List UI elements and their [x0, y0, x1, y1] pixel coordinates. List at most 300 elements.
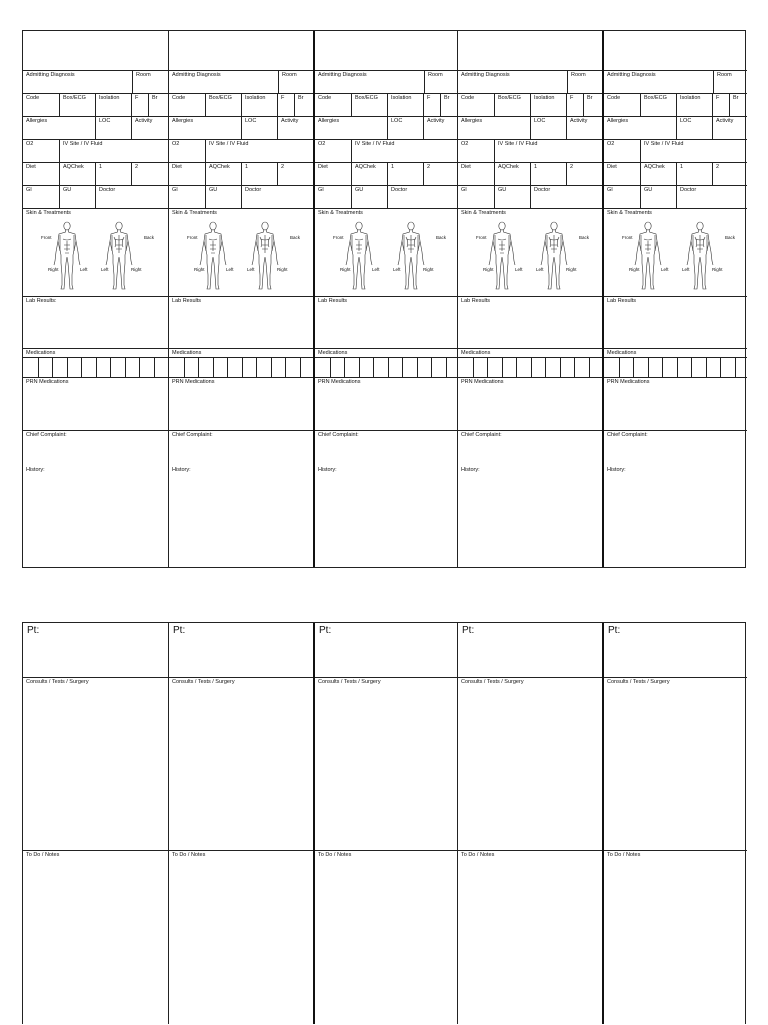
field-label: GI — [461, 187, 467, 193]
lab-results-row — [169, 296, 313, 348]
patient-name-label: Pt: — [27, 625, 40, 636]
med-time-box — [691, 358, 692, 377]
o2-row — [458, 139, 602, 162]
prn-row — [23, 377, 168, 430]
field-label: GI — [318, 187, 324, 193]
field-label: 1 — [387, 163, 423, 185]
field-label: Skin & Treatments — [172, 210, 217, 216]
med-time-box — [184, 358, 185, 377]
field-label: 2 — [712, 163, 749, 185]
field-label: Consults / Tests / Surgery — [26, 679, 89, 685]
patient-name-label: Pt: — [608, 625, 621, 636]
field-label: Chief Complaint: — [607, 432, 648, 438]
medication-times-row — [604, 357, 747, 377]
body-diagram — [169, 219, 313, 293]
field-label: GI — [172, 187, 178, 193]
body-label: Right — [277, 267, 288, 272]
med-time-box — [648, 358, 649, 377]
history-row — [169, 466, 313, 569]
med-time-box — [417, 358, 418, 377]
med-time-box — [67, 358, 68, 377]
field-label: LOC — [530, 117, 566, 139]
allergies-row — [315, 116, 458, 139]
field-label: Isolation — [387, 94, 423, 116]
field-label: Br — [440, 94, 460, 116]
field-label: To Do / Notes — [26, 852, 60, 858]
field-label: O2 — [318, 141, 326, 147]
medication-times-row — [458, 357, 602, 377]
field-label: Box/ECG — [351, 94, 387, 116]
field-label: PRN Medications — [172, 379, 215, 385]
body-label: Left — [80, 267, 88, 272]
todo-row — [604, 850, 747, 1025]
admitting-row — [604, 70, 747, 93]
body-label: Left — [101, 267, 109, 272]
med-time-box — [125, 358, 126, 377]
med-time-box — [213, 358, 214, 377]
field-label: IV Site / IV Fluid — [640, 140, 749, 162]
field-label: Room — [713, 71, 749, 93]
body-label: Front — [622, 235, 633, 240]
patient-column — [23, 623, 168, 1024]
field-label: Activity — [566, 117, 603, 139]
field-label: GU — [640, 186, 676, 208]
med-time-box — [285, 358, 286, 377]
field-label: Medications — [26, 350, 56, 356]
skin-row — [23, 208, 168, 296]
code-row — [23, 93, 168, 116]
field-label: IV Site / IV Fluid — [494, 140, 603, 162]
field-label: 2 — [423, 163, 460, 185]
field-label: LOC — [95, 117, 131, 139]
field-label: Allergies — [172, 118, 194, 124]
field-label: GU — [59, 186, 95, 208]
med-time-box — [662, 358, 663, 377]
medications-row — [604, 348, 747, 357]
body-label: Left — [682, 267, 690, 272]
field-label: 2 — [277, 163, 314, 185]
field-label: 2 — [566, 163, 603, 185]
field-label: Lab Results — [172, 298, 202, 304]
med-time-box — [81, 358, 82, 377]
body-label: Back — [144, 235, 155, 240]
field-label: PRN Medications — [461, 379, 504, 385]
field-label: Box/ECG — [59, 94, 95, 116]
o2-row — [23, 139, 168, 162]
gi-row — [169, 185, 313, 208]
admitting-row — [315, 70, 458, 93]
allergies-row — [604, 116, 747, 139]
med-time-box — [446, 358, 447, 377]
consults-row — [169, 677, 313, 850]
field-label: Activity — [423, 117, 460, 139]
field-label: Activity — [277, 117, 314, 139]
diet-row — [23, 162, 168, 185]
med-time-box — [487, 358, 488, 377]
field-label: PRN Medications — [607, 379, 650, 385]
field-label: 2 — [131, 163, 168, 185]
med-time-box — [431, 358, 432, 377]
field-label: Doctor — [95, 186, 168, 208]
med-time-box — [52, 358, 53, 377]
medications-row — [23, 348, 168, 357]
lab-results-row — [315, 296, 458, 348]
field-label: Doctor — [530, 186, 603, 208]
body-label: Left — [393, 267, 401, 272]
med-time-box — [619, 358, 620, 377]
field-label: Code — [318, 95, 332, 101]
field-label: 1 — [676, 163, 712, 185]
history-row — [458, 466, 602, 569]
field-label: AQChek — [59, 163, 95, 185]
field-label: Skin & Treatments — [607, 210, 652, 216]
field-label: F — [423, 94, 440, 116]
field-label: 1 — [530, 163, 566, 185]
field-label: 1 — [241, 163, 277, 185]
field-label: Diet — [26, 164, 36, 170]
patient-column — [602, 623, 747, 1024]
field-label: Br — [294, 94, 314, 116]
med-time-box — [330, 358, 331, 377]
field-label: Diet — [172, 164, 182, 170]
prn-row — [315, 377, 458, 430]
body-label: Back — [290, 235, 301, 240]
field-label: Consults / Tests / Surgery — [607, 679, 670, 685]
field-label: 1 — [95, 163, 131, 185]
field-label: Admitting Diagnosis — [172, 72, 221, 78]
field-label: Allergies — [26, 118, 48, 124]
field-label: Allergies — [318, 118, 340, 124]
allergies-row — [23, 116, 168, 139]
consults-row — [458, 677, 602, 850]
field-label: LOC — [241, 117, 277, 139]
body-label: Front — [476, 235, 487, 240]
code-row — [169, 93, 313, 116]
med-time-box — [560, 358, 561, 377]
field-label: IV Site / IV Fluid — [351, 140, 460, 162]
field-label: O2 — [461, 141, 469, 147]
field-label: Isolation — [241, 94, 277, 116]
field-label: GI — [607, 187, 613, 193]
body-label: Left — [661, 267, 669, 272]
field-label: Diet — [461, 164, 471, 170]
field-label: F — [712, 94, 729, 116]
med-time-box — [402, 358, 403, 377]
field-label: Consults / Tests / Surgery — [461, 679, 524, 685]
body-label: Back — [725, 235, 736, 240]
field-label: Isolation — [95, 94, 131, 116]
body-label: Left — [536, 267, 544, 272]
chief-complaint-row — [315, 430, 458, 466]
allergies-row — [169, 116, 313, 139]
field-label: Medications — [607, 350, 637, 356]
field-label: O2 — [607, 141, 615, 147]
body-label: Left — [226, 267, 234, 272]
field-label: Lab Results — [318, 298, 348, 304]
medication-times-row — [315, 357, 458, 377]
field-label: PRN Medications — [26, 379, 69, 385]
history-row — [23, 466, 168, 569]
med-time-box — [706, 358, 707, 377]
field-label: GU — [351, 186, 387, 208]
gi-row — [458, 185, 602, 208]
field-label: History: — [607, 467, 626, 473]
patient-column — [168, 31, 313, 567]
gi-row — [315, 185, 458, 208]
skin-row — [458, 208, 602, 296]
field-label: Skin & Treatments — [461, 210, 506, 216]
patient-name-label: Pt: — [462, 625, 475, 636]
med-time-box — [154, 358, 155, 377]
med-time-box — [633, 358, 634, 377]
med-time-box — [96, 358, 97, 377]
field-label: History: — [461, 467, 480, 473]
patient-name-label: Pt: — [319, 625, 332, 636]
field-label: Diet — [607, 164, 617, 170]
med-time-box — [227, 358, 228, 377]
lab-results-row — [604, 296, 747, 348]
body-label: Left — [372, 267, 380, 272]
med-time-box — [359, 358, 360, 377]
med-time-box — [110, 358, 111, 377]
patient-column — [602, 31, 747, 567]
field-label: O2 — [26, 141, 34, 147]
field-label: Skin & Treatments — [318, 210, 363, 216]
history-row — [315, 466, 458, 569]
body-label: Right — [340, 267, 351, 272]
body-label: Left — [247, 267, 255, 272]
field-label: Chief Complaint: — [318, 432, 359, 438]
field-label: LOC — [387, 117, 423, 139]
field-label: Room — [132, 71, 168, 93]
med-time-box — [198, 358, 199, 377]
todo-row — [23, 850, 168, 1025]
field-label: Medications — [318, 350, 348, 356]
skin-row — [604, 208, 747, 296]
med-time-box — [271, 358, 272, 377]
diet-row — [458, 162, 602, 185]
front-sheet — [22, 30, 746, 568]
med-time-box — [388, 358, 389, 377]
body-label: Right — [483, 267, 494, 272]
body-diagram — [604, 219, 747, 293]
field-label: Chief Complaint: — [172, 432, 213, 438]
field-label: Room — [567, 71, 603, 93]
field-label: Box/ECG — [494, 94, 530, 116]
back-sheet — [22, 622, 746, 1024]
medications-row — [315, 348, 458, 357]
body-label: Front — [41, 235, 52, 240]
field-label: PRN Medications — [318, 379, 361, 385]
med-time-box — [473, 358, 474, 377]
med-time-box — [300, 358, 301, 377]
field-label: History: — [172, 467, 191, 473]
prn-row — [604, 377, 747, 430]
field-label: Box/ECG — [205, 94, 241, 116]
med-time-box — [256, 358, 257, 377]
field-label: Admitting Diagnosis — [461, 72, 510, 78]
field-label: IV Site / IV Fluid — [59, 140, 168, 162]
field-label: Lab Results — [607, 298, 637, 304]
med-time-box — [344, 358, 345, 377]
field-label: Allergies — [461, 118, 483, 124]
body-label: Right — [566, 267, 577, 272]
body-label: Left — [515, 267, 523, 272]
skin-row — [315, 208, 458, 296]
field-label: Consults / Tests / Surgery — [318, 679, 381, 685]
chief-complaint-row — [458, 430, 602, 466]
field-label: F — [277, 94, 294, 116]
field-label: To Do / Notes — [172, 852, 206, 858]
history-row — [604, 466, 747, 569]
field-label: AQChek — [351, 163, 387, 185]
field-label: Doctor — [676, 186, 749, 208]
diet-row — [169, 162, 313, 185]
body-label: Right — [712, 267, 723, 272]
med-time-box — [545, 358, 546, 377]
field-label: Br — [148, 94, 168, 116]
body-diagram — [315, 219, 458, 293]
body-label: Right — [194, 267, 205, 272]
med-time-box — [677, 358, 678, 377]
field-label: Room — [278, 71, 314, 93]
field-label: Allergies — [607, 118, 629, 124]
med-time-box — [589, 358, 590, 377]
med-time-box — [735, 358, 736, 377]
field-label: Admitting Diagnosis — [607, 72, 656, 78]
field-label: LOC — [676, 117, 712, 139]
diet-row — [604, 162, 747, 185]
prn-row — [458, 377, 602, 430]
field-label: GU — [205, 186, 241, 208]
gi-row — [604, 185, 747, 208]
field-label: Consults / Tests / Surgery — [172, 679, 235, 685]
patient-column — [168, 623, 313, 1024]
body-label: Right — [423, 267, 434, 272]
med-time-box — [502, 358, 503, 377]
med-time-box — [574, 358, 575, 377]
gi-row — [23, 185, 168, 208]
field-label: Lab Results: — [26, 298, 57, 304]
body-label: Right — [48, 267, 59, 272]
field-label: Isolation — [676, 94, 712, 116]
field-label: To Do / Notes — [318, 852, 352, 858]
med-time-box — [139, 358, 140, 377]
field-label: Lab Results — [461, 298, 491, 304]
field-label: Chief Complaint: — [26, 432, 67, 438]
field-label: O2 — [172, 141, 180, 147]
field-label: To Do / Notes — [607, 852, 641, 858]
field-label: F — [566, 94, 583, 116]
patient-name-label: Pt: — [173, 625, 186, 636]
field-label: Skin & Treatments — [26, 210, 71, 216]
field-label: Code — [172, 95, 186, 101]
diet-row — [315, 162, 458, 185]
field-label: Medications — [172, 350, 202, 356]
field-label: Code — [461, 95, 475, 101]
field-label: IV Site / IV Fluid — [205, 140, 314, 162]
lab-results-row — [458, 296, 602, 348]
todo-row — [458, 850, 602, 1025]
lab-results-row — [23, 296, 168, 348]
patient-column — [23, 31, 168, 567]
patient-column — [457, 31, 602, 567]
medication-times-row — [23, 357, 168, 377]
o2-row — [604, 139, 747, 162]
body-label: Back — [436, 235, 447, 240]
code-row — [458, 93, 602, 116]
med-time-box — [38, 358, 39, 377]
admitting-row — [23, 70, 168, 93]
consults-row — [23, 677, 168, 850]
field-label: F — [131, 94, 148, 116]
field-label: Room — [424, 71, 460, 93]
body-label: Front — [333, 235, 344, 240]
field-label: AQChek — [205, 163, 241, 185]
medications-row — [458, 348, 602, 357]
admitting-row — [169, 70, 313, 93]
patient-column — [457, 623, 602, 1024]
field-label: To Do / Notes — [461, 852, 495, 858]
med-time-box — [242, 358, 243, 377]
medications-row — [169, 348, 313, 357]
consults-row — [315, 677, 458, 850]
body-diagram — [458, 219, 602, 293]
med-time-box — [516, 358, 517, 377]
body-label: Front — [187, 235, 198, 240]
o2-row — [169, 139, 313, 162]
field-label: AQChek — [640, 163, 676, 185]
field-label: Box/ECG — [640, 94, 676, 116]
field-label: GU — [494, 186, 530, 208]
allergies-row — [458, 116, 602, 139]
field-label: Chief Complaint: — [461, 432, 502, 438]
body-label: Back — [579, 235, 590, 240]
field-label: Isolation — [530, 94, 566, 116]
field-label: AQChek — [494, 163, 530, 185]
skin-row — [169, 208, 313, 296]
field-label: Activity — [131, 117, 168, 139]
field-label: Br — [583, 94, 603, 116]
field-label: Activity — [712, 117, 749, 139]
consults-row — [604, 677, 747, 850]
med-time-box — [373, 358, 374, 377]
field-label: Admitting Diagnosis — [26, 72, 75, 78]
chief-complaint-row — [23, 430, 168, 466]
field-label: Code — [607, 95, 621, 101]
code-row — [604, 93, 747, 116]
medication-times-row — [169, 357, 313, 377]
field-label: Doctor — [241, 186, 314, 208]
field-label: Doctor — [387, 186, 460, 208]
todo-row — [169, 850, 313, 1025]
med-time-box — [531, 358, 532, 377]
field-label: GI — [26, 187, 32, 193]
todo-row — [315, 850, 458, 1025]
body-diagram — [23, 219, 168, 293]
admitting-row — [458, 70, 602, 93]
body-label: Right — [629, 267, 640, 272]
chief-complaint-row — [169, 430, 313, 466]
o2-row — [315, 139, 458, 162]
med-time-box — [720, 358, 721, 377]
field-label: History: — [318, 467, 337, 473]
chief-complaint-row — [604, 430, 747, 466]
prn-row — [169, 377, 313, 430]
field-label: Medications — [461, 350, 491, 356]
field-label: Diet — [318, 164, 328, 170]
field-label: History: — [26, 467, 45, 473]
